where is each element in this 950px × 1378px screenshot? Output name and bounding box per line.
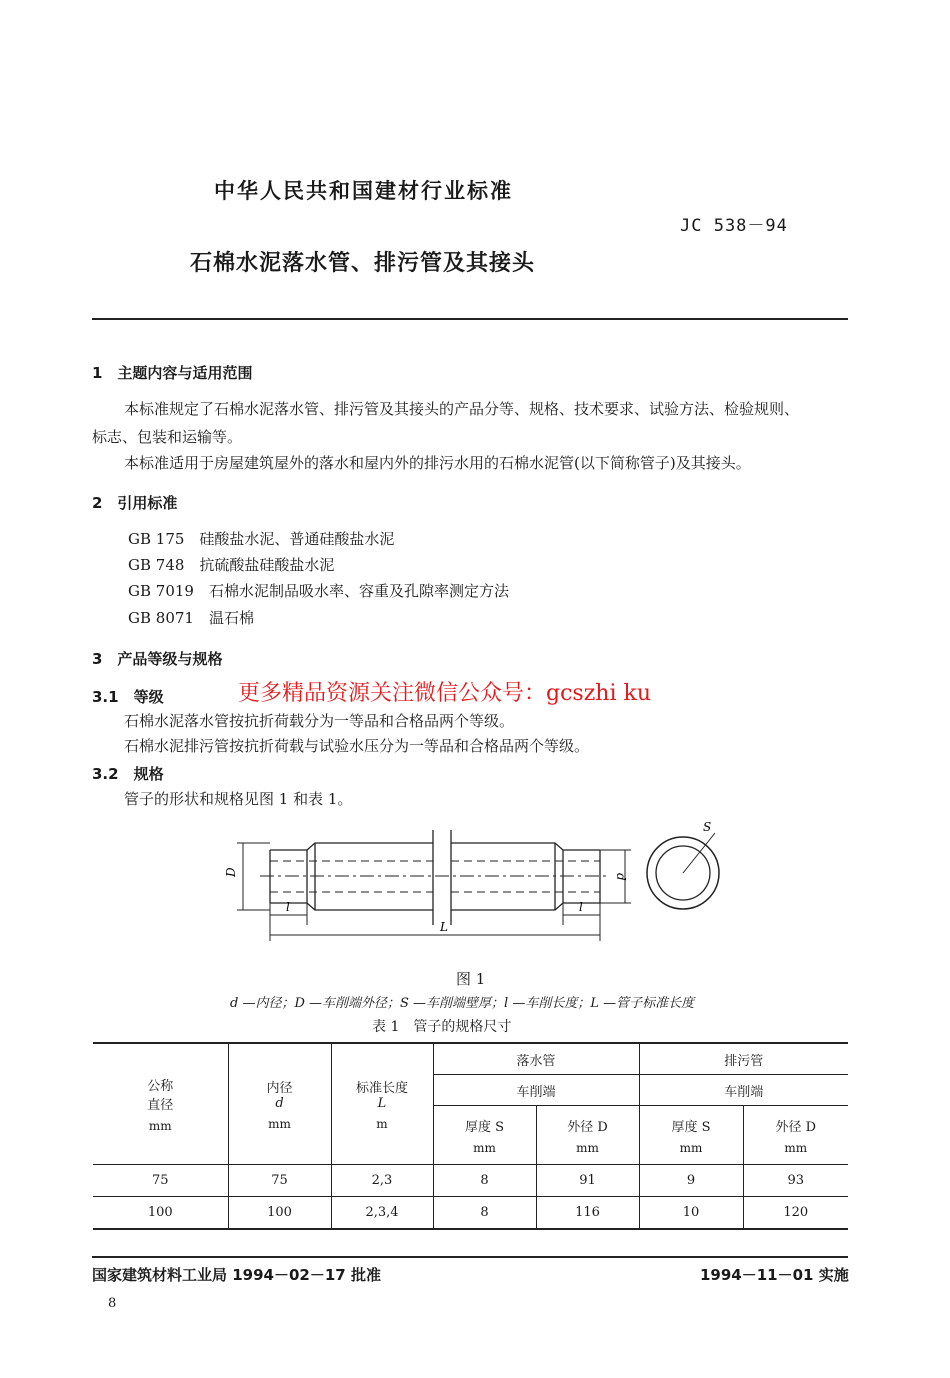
label-l-right: l bbox=[579, 900, 583, 914]
table-cell: 100 bbox=[93, 1197, 228, 1230]
spec-table bbox=[93, 1042, 848, 1230]
table-cell: 75 bbox=[93, 1165, 228, 1197]
header-thickness: 厚度 S mm bbox=[639, 1106, 743, 1165]
table-cell: 75 bbox=[228, 1165, 331, 1197]
table-cell: 120 bbox=[743, 1197, 848, 1230]
section-1-para1-line2: 标志、包装和运输等。 bbox=[92, 428, 243, 446]
section-3-2-para1: 管子的形状和规格见图 1 和表 1。 bbox=[124, 790, 353, 808]
header-inner-diameter: 内径 d mm bbox=[228, 1043, 331, 1165]
table-cell: 116 bbox=[536, 1197, 639, 1230]
label-d: d bbox=[614, 873, 628, 881]
section-1-para2: 本标准适用于房屋建筑屋外的落水和屋内外的排污水用的石棉水泥管(以下简称管子)及其接头。 bbox=[124, 454, 751, 472]
table-cell: 8 bbox=[433, 1165, 536, 1197]
table-cell: 2,3 bbox=[331, 1165, 433, 1197]
standard-code: JC 538－94 bbox=[680, 216, 788, 236]
org-title: 中华人民共和国建材行业标准 bbox=[214, 179, 513, 203]
figure-legend: d —内径；D —车削端外径；S —车削端壁厚；l —车削长度；L —管子标准长度 bbox=[230, 996, 695, 1011]
table-cell: 91 bbox=[536, 1165, 639, 1197]
reference-item: GB 748 抗硫酸盐硅酸盐水泥 bbox=[128, 556, 335, 574]
section-2-heading: 2 引用标准 bbox=[92, 494, 178, 512]
document-title: 石棉水泥落水管、排污管及其接头 bbox=[190, 251, 536, 276]
header-outer-diameter: 外径 D mm bbox=[743, 1106, 848, 1165]
label-D: D bbox=[224, 867, 238, 877]
header-turned-end: 车削端 bbox=[433, 1075, 639, 1106]
header-turned-end: 车削端 bbox=[639, 1075, 848, 1106]
table-row bbox=[93, 1165, 848, 1197]
header-standard-length: 标准长度 L m bbox=[331, 1043, 433, 1165]
reference-item: GB 7019 石棉水泥制品吸水率、容重及孔隙率测定方法 bbox=[128, 582, 509, 600]
table-cell: 2,3,4 bbox=[331, 1197, 433, 1230]
label-L: L bbox=[440, 920, 448, 934]
effective-date: 1994－11－01 实施 bbox=[700, 1266, 849, 1284]
approval-line: 国家建筑材料工业局 1994－02－17 批准 bbox=[92, 1266, 381, 1284]
page-number: 8 bbox=[108, 1296, 117, 1311]
section-3-1-para2: 石棉水泥排污管按抗折荷载与试验水压分为一等品和合格品两个等级。 bbox=[124, 737, 590, 755]
table-cell: 93 bbox=[743, 1165, 848, 1197]
section-3-1-heading: 3.1 等级 bbox=[92, 688, 164, 706]
footer-rule bbox=[92, 1256, 848, 1258]
header-drain-pipe: 落水管 bbox=[433, 1043, 639, 1075]
header-nominal-diameter: 公称 直径 mm bbox=[93, 1043, 228, 1165]
section-3-2-heading: 3.2 规格 bbox=[92, 765, 164, 783]
header-rule bbox=[92, 318, 848, 320]
table-cell: 10 bbox=[639, 1197, 743, 1230]
section-1-para1-line1: 本标准规定了石棉水泥落水管、排污管及其接头的产品分等、规格、技术要求、试验方法、检验规则、 bbox=[124, 400, 800, 418]
header-thickness: 厚度 S mm bbox=[433, 1106, 536, 1165]
table-cell: 100 bbox=[228, 1197, 331, 1230]
section-1-heading: 1 主题内容与适用范围 bbox=[92, 364, 253, 382]
label-S: S bbox=[703, 820, 712, 834]
section-3-1-para1: 石棉水泥落水管按抗折荷载分为一等品和合格品两个等级。 bbox=[124, 712, 515, 730]
section-3-heading: 3 产品等级与规格 bbox=[92, 650, 223, 668]
pipe-figure bbox=[215, 815, 745, 950]
header-sewer-pipe: 排污管 bbox=[639, 1043, 848, 1075]
table-cell: 8 bbox=[433, 1197, 536, 1230]
table-caption: 表 1 管子的规格尺寸 bbox=[372, 1019, 512, 1035]
table-row bbox=[93, 1197, 848, 1230]
reference-item: GB 175 硅酸盐水泥、普通硅酸盐水泥 bbox=[128, 530, 395, 548]
header-outer-diameter: 外径 D mm bbox=[536, 1106, 639, 1165]
figure-caption: 图 1 bbox=[456, 970, 486, 988]
reference-item: GB 8071 温石棉 bbox=[128, 609, 254, 627]
watermark-text: 更多精品资源关注微信公众号：gcszhi ku bbox=[238, 681, 651, 706]
table-cell: 9 bbox=[639, 1165, 743, 1197]
label-l-left: l bbox=[286, 900, 290, 914]
